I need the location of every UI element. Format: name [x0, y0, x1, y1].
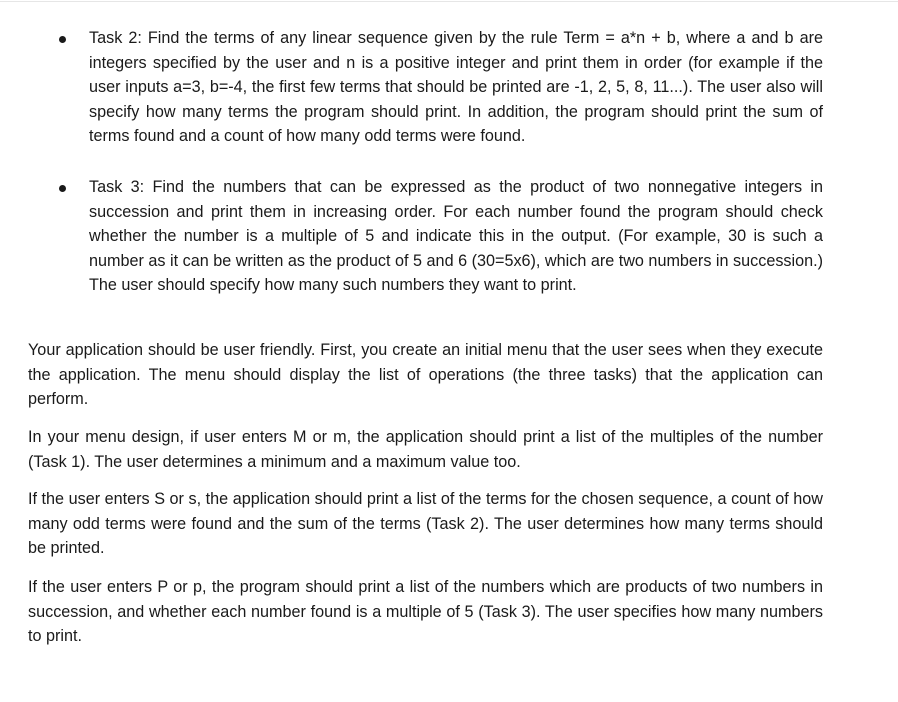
paragraph-menu-m: In your menu design, if user enters M or m, the application should print a list of the multiples of the number (Task 1). The user determines a minimum and a maximum value too. — [28, 428, 823, 471]
task-3-text: Task 3: Find the numbers that can be expressed as the product of two nonnegative integers in succession and print them in increasing order. For each number found the program should check whether the number is a multiple of 5 and indicate this in the output. (For example, 30 is such a number as it can be written as the product of 5 and 6 (30=5x6), which are two numbers in succession.) The user should specify how many such numbers they want to print. — [89, 178, 823, 294]
paragraph-menu-s: If the user enters S or s, the application should print a list of the terms for the chosen sequence, a count of how many odd terms were found and the sum of the terms (Task 2). The user determines how many terms should be printed. — [28, 490, 823, 557]
bullet-dot-icon — [59, 185, 66, 192]
bullet-dot-icon — [59, 36, 66, 43]
task-2-text: Task 2: Find the terms of any linear sequence given by the rule Term = a*n + b, where a and b are integers specified by the user and n is a positive integer and print them in order (for example if the user inputs a=3, b=-4, the first few terms that should be printed are -1, 2, 5, 8, 11...). The user also will specify how many terms the program should print. In addition, the program should print the sum of terms found and a count of how many odd terms were found. — [89, 29, 823, 145]
page-top-border — [0, 1, 898, 2]
paragraph-menu-p: If the user enters P or p, the program should print a list of the numbers which are products of two numbers in succession, and whether each number found is a multiple of 5 (Task 3). The user specifies how many numbers to print. — [28, 578, 823, 645]
paragraph-user-friendly: Your application should be user friendly. First, you create an initial menu that the user sees when they execute the application. The menu should display the list of operations (the three tasks) that the application can perform. — [28, 341, 823, 408]
